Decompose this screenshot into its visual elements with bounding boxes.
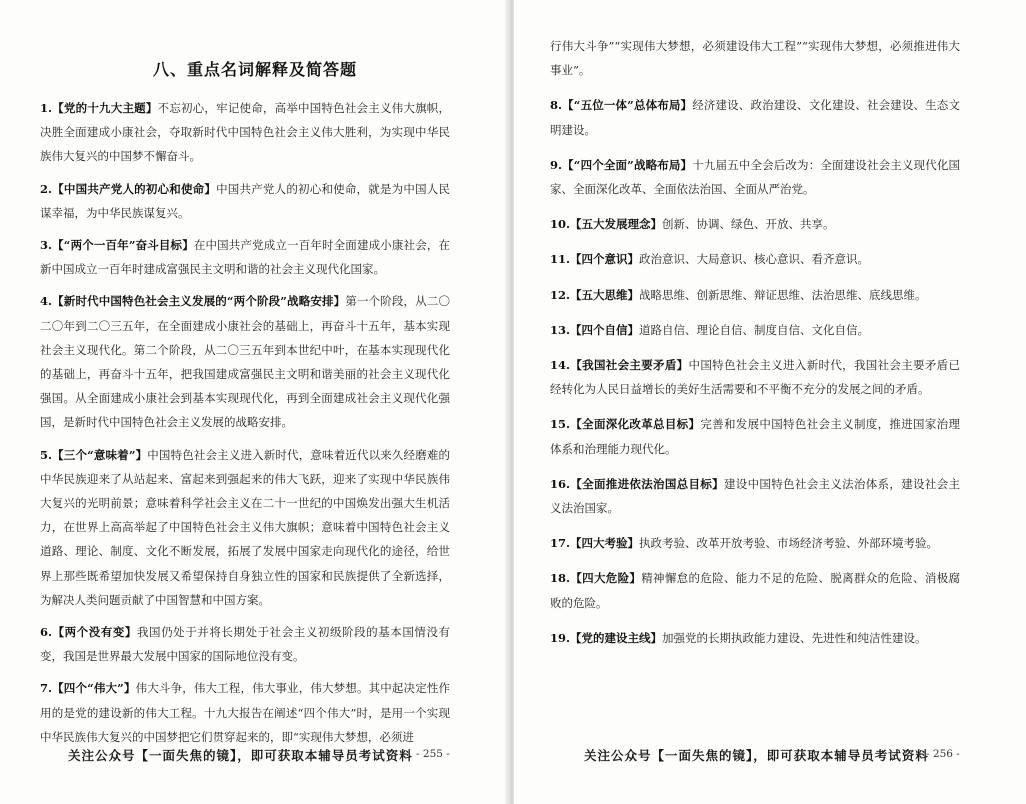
list-item <box>40 177 450 225</box>
list-item <box>40 676 450 749</box>
item-text: 建设中国特色社会主义法治体系，建设社会主义法治国家。 <box>550 476 961 516</box>
item-text: 第一个阶段，从二〇二〇年到二〇三五年，在全面建成小康社会的基础上，再奋斗十五年，基本实现社会主义现代化。第二个阶段，从二〇三五年到本世纪中叶，在基本实现现代化的基础上，再奋斗十五年，把我国建成富强民主文明和谐美丽的社会主义现代化强国。从全面建成小康社会到基本实现现代化，再到全面建成社会主义现代化强国，是新时代中国特色社会主义发展的战略安排。 <box>40 294 450 430</box>
item-label: 6.【两个没有变】 <box>40 625 137 640</box>
page-footer: 关注公众号【一面失焦的镜】，即可获取本辅导员考试资料 <box>584 748 929 763</box>
item-text: 道路自信、理论自信、制度自信、文化自信。 <box>639 322 870 337</box>
right-content <box>550 34 960 650</box>
item-label: 8.【“五位一体”总体布局】 <box>550 98 693 113</box>
right-page <box>514 0 1026 804</box>
item-text: 我国仍处于并将长期处于社会主义初级阶段的基本国情没有变，我国是世界最大发展中国家的国际地位没有变。 <box>40 625 451 664</box>
item-text: 伟大斗争，伟大工程，伟大事业，伟大梦想。其中起决定性作用的是党的建设新的伟大工程。十九大报告在阐述“四个伟大”时，是用一个实现中华民族伟大复兴的中国梦把它们贯穿起来的，即“实现伟大梦想，必须进 <box>40 681 451 744</box>
item-label: 15.【全面深化改革总目标】 <box>550 417 701 432</box>
item-text: 执政考验、改革开放考验、市场经济考验、外部环境考验。 <box>639 536 939 551</box>
list-item <box>550 247 960 271</box>
item-label: 13.【四个自信】 <box>550 322 640 337</box>
list-item <box>550 531 960 555</box>
item-label: 14.【我国社会主要矛盾】 <box>550 358 689 373</box>
item-text: 十九届五中全会后改为：全面建设社会主义现代化国家、全面深化改革、全面依法治国、全面从严治党。 <box>550 157 961 197</box>
item-label: 4.【新时代中国特色社会主义发展的“两个阶段”战略安排】 <box>40 294 346 309</box>
left-page <box>0 0 510 804</box>
list-item <box>550 353 960 401</box>
list-item <box>550 318 960 342</box>
item-label: 3.【“两个一百年”奋斗目标】 <box>40 238 194 253</box>
item-text: 在中国共产党成立一百年时全面建成小康社会，在新中国成立一百年时建成富强民主文明和谐的社会主义现代化国家。 <box>40 238 451 277</box>
page-number: - 255 - <box>416 748 450 760</box>
item-label: 7.【四个“伟大”】 <box>40 681 136 696</box>
item-label: 11.【四个意识】 <box>550 252 640 267</box>
list-item <box>550 626 960 650</box>
item-text: 经济建设、政治建设、文化建设、社会建设、生态文明建设。 <box>550 98 961 137</box>
item-label: 19.【党的建设主线】 <box>550 630 663 645</box>
list-item <box>40 443 450 612</box>
list-item <box>550 34 960 82</box>
list-item <box>550 472 960 520</box>
list-item <box>550 412 960 460</box>
item-text: 战略思维、创新思维、辩证思维、法治思维、底线思维。 <box>639 287 927 302</box>
item-text: 精神懈怠的危险、能力不足的危险、脱离群众的危险、消极腐败的危险。 <box>550 571 960 610</box>
item-text: 中国特色社会主义进入新时代，意味着近代以来久经磨难的中华民族迎来了从站起来、富起来到强起来的伟大飞跃，迎来了实现中华民族伟大复兴的光明前景；意味着科学社会主义在二十一世纪的中国焕发出强大生机活力，在世界上高高举起了中国特色社会主义伟大旗帜；意味着中国特色社会主义道路、理论、制度、文化不断发展，拓展了发展中国家走向现代化的途径，给世界上那些既希望加快发展又希望保持自身独立性的国家和民族提供了全新选择，为解决人类问题贡献了中国智慧和中国方案。 <box>40 447 451 607</box>
list-item <box>550 153 960 201</box>
list-item <box>550 283 960 307</box>
item-label: 12.【五大思维】 <box>550 287 640 302</box>
left-content <box>40 96 450 749</box>
item-text: 加强党的长期执政能力建设、先进性和纯洁性建设。 <box>662 630 927 645</box>
item-text: 行伟大斗争”“实现伟大梦想，必须建设伟大工程”“实现伟大梦想，必须推进伟大事业”。 <box>550 39 960 78</box>
item-label: 10.【五大发展理念】 <box>550 217 663 232</box>
item-text: 创新、协调、绿色、开放、共享。 <box>662 217 835 232</box>
item-text: 中国特色社会主义进入新时代，我国社会主要矛盾已经转化为人民日益增长的美好生活需要和不平衡不充分的发展之间的矛盾。 <box>550 358 961 397</box>
item-label: 2.【中国共产党人的初心和使命】 <box>40 181 217 196</box>
item-label: 9.【“四个全面”战略布局】 <box>550 157 693 172</box>
page-title: 八、重点名词解释及简答题 <box>152 60 357 79</box>
item-label: 16.【全面推进依法治国总目标】 <box>550 476 724 491</box>
list-item <box>550 93 960 141</box>
list-item <box>550 212 960 236</box>
item-label: 18.【四大危险】 <box>550 571 642 586</box>
item-text: 完善和发展中国特色社会主义制度，推进国家治理体系和治理能力现代化。 <box>550 417 960 456</box>
item-text: 政治意识、大局意识、核心意识、看齐意识。 <box>639 252 870 267</box>
list-item <box>40 620 450 668</box>
list-item <box>550 566 960 614</box>
list-item <box>40 96 450 169</box>
list-item <box>40 289 450 434</box>
item-text: 中国共产党人的初心和使命，就是为中国人民谋幸福，为中华民族谋复兴。 <box>40 181 450 220</box>
item-label: 17.【四大考验】 <box>550 536 640 551</box>
item-label: 5.【三个“意味着”】 <box>40 447 148 462</box>
list-item <box>40 233 450 281</box>
item-text: 不忘初心，牢记使命，高举中国特色社会主义伟大旗帜，决胜全面建成小康社会，夺取新时代中国特色社会主义伟大胜利，为实现中华民族伟大复兴的中国梦不懈奋斗。 <box>40 101 450 164</box>
item-label: 1.【党的十九大主题】 <box>40 101 158 115</box>
page-footer: 关注公众号【一面失焦的镜】，即可获取本辅导员考试资料 <box>68 748 413 763</box>
page-number: - 256 - <box>926 748 960 760</box>
